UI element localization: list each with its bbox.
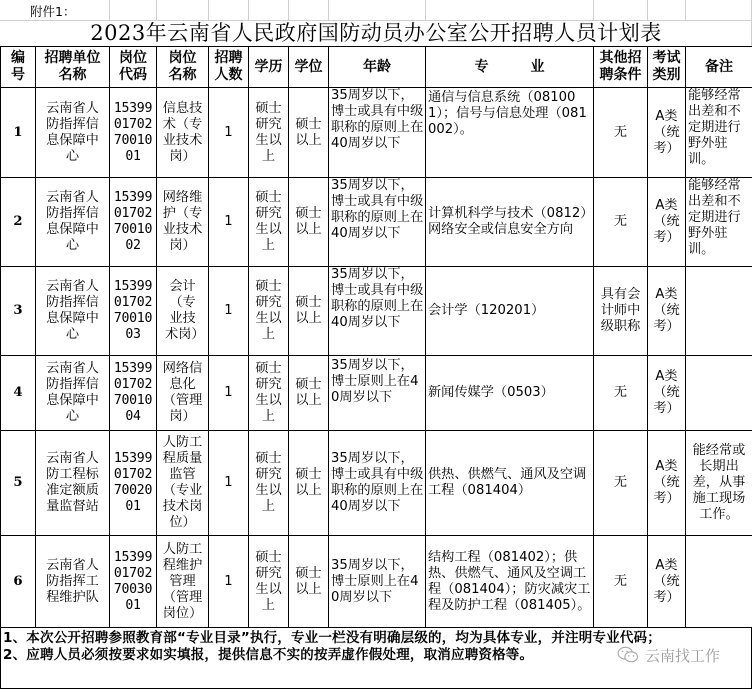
cell-exam: A类（统考） — [648, 267, 686, 356]
cell-education: 硕士研究生以上 — [249, 431, 289, 536]
cell-unit: 云南省人防指挥信息保障中心 — [36, 178, 110, 267]
cell-position: 网络维护（专业技术岗） — [157, 178, 209, 267]
cell-other: 无 — [594, 88, 648, 178]
cell-position: 会计（专业技术岗） — [157, 267, 209, 356]
col-header-degree: 学位 — [289, 47, 329, 88]
cell-no: 5 — [1, 431, 36, 536]
cell-major: 结构工程（081402）；供热、供燃气、通风及空调工程（081404）；防灾减灾工程及防护工程（081405）。 — [426, 536, 594, 628]
cell-degree: 硕士以上 — [289, 431, 329, 536]
cell-age: 35周岁以下，博士或具有中级职称的原则上在40周岁以下 — [329, 88, 426, 178]
col-header-major: 专 业 — [426, 47, 594, 88]
cell-count: 1 — [209, 178, 249, 267]
cell-count: 1 — [209, 536, 249, 628]
cell-code: 15399017027001004 — [110, 356, 157, 431]
cell-code: 15399017027001001 — [110, 88, 157, 178]
cell-education: 硕士研究生以上 — [249, 536, 289, 628]
cell-count: 1 — [209, 267, 249, 356]
cell-no: 1 — [1, 88, 36, 178]
cell-position: 网络信息化（管理岗） — [157, 356, 209, 431]
cell-no: 3 — [1, 267, 36, 356]
table-row — [1, 356, 752, 431]
col-header-other: 其他招聘条件 — [594, 47, 648, 88]
col-header-code: 岗位代码 — [110, 47, 157, 88]
cell-position: 信息技术（专业技术岗） — [157, 88, 209, 178]
watermark — [617, 645, 720, 665]
cell-major: 新闻传媒学（0503） — [426, 356, 594, 431]
table-row — [1, 431, 752, 536]
cell-other: 无 — [594, 431, 648, 536]
cell-major: 会计学（120201） — [426, 267, 594, 356]
cell-no: 2 — [1, 178, 36, 267]
cell-code: 15399017027003001 — [110, 536, 157, 628]
attachment-label: 附件1： — [30, 4, 76, 19]
col-header-unit: 招聘单位名称 — [36, 47, 110, 88]
cell-count: 1 — [209, 431, 249, 536]
cell-other: 无 — [594, 178, 648, 267]
cell-count: 1 — [209, 356, 249, 431]
cell-age: 35周岁以下，博士原则上在40周岁以下 — [329, 536, 426, 628]
cell-age: 35周岁以下，博士或具有中级职称的原则上在40周岁以下 — [329, 431, 426, 536]
cell-major: 计算机科学与技术（0812）网络安全或信息安全方向 — [426, 178, 594, 267]
footnote-1: 1、本次公开招聘参照教育部“专业目录”执行，专业一栏没有明确层级的，均为具体专业，并注明专业代码； — [3, 630, 661, 646]
cell-remark: 能够经常出差和不定期进行野外驻训。 — [686, 88, 752, 178]
cell-no: 4 — [1, 356, 36, 431]
col-header-count: 招聘人数 — [209, 47, 249, 88]
cell-unit: 云南省人防工程标准定额质量监督站 — [36, 431, 110, 536]
cell-exam: A类（统考） — [648, 431, 686, 536]
table-row — [1, 536, 752, 628]
cell-degree: 硕士以上 — [289, 88, 329, 178]
cell-degree: 硕士以上 — [289, 267, 329, 356]
col-header-education: 学历 — [249, 47, 289, 88]
footnote-2: 2、应聘人员必须按要求如实填报，提供信息不实的按弄虚作假处理，取消应聘资格等。 — [3, 647, 534, 663]
cell-no: 6 — [1, 536, 36, 628]
col-header-remark: 备注 — [686, 47, 752, 88]
cell-exam: A类（统考） — [648, 178, 686, 267]
watermark-text: 云南找工作 — [645, 646, 721, 665]
cell-count: 1 — [209, 88, 249, 178]
cell-degree: 硕士以上 — [289, 356, 329, 431]
cell-education: 硕士研究生以上 — [249, 88, 289, 178]
page-title: 2023年云南省人民政府国防动员办公室公开招聘人员计划表 — [90, 21, 662, 45]
table-row — [1, 88, 752, 178]
cell-exam: A类（统考） — [648, 88, 686, 178]
cell-degree: 硕士以上 — [289, 178, 329, 267]
cell-degree: 硕士以上 — [289, 536, 329, 628]
cell-remark — [686, 267, 752, 356]
cell-education: 硕士研究生以上 — [249, 356, 289, 431]
cell-position: 人防工程质量监管（专业技术岗位） — [157, 431, 209, 536]
cell-remark: 能够经常出差和不定期进行野外驻训。 — [686, 178, 752, 267]
cell-code: 15399017027001003 — [110, 267, 157, 356]
cell-other: 无 — [594, 356, 648, 431]
table-row — [1, 178, 752, 267]
cell-remark — [686, 356, 752, 431]
col-header-exam: 考试类别 — [648, 47, 686, 88]
cell-age: 35周岁以下，博士或具有中级职称的原则上在40周岁以下 — [329, 267, 426, 356]
cell-unit: 云南省人防指挥工程维护队 — [36, 536, 110, 628]
cell-exam: A类（统考） — [648, 536, 686, 628]
cell-unit: 云南省人防指挥信息保障中心 — [36, 267, 110, 356]
cell-remark — [686, 536, 752, 628]
cell-unit: 云南省人防指挥信息保障中心 — [36, 88, 110, 178]
cell-other: 无 — [594, 536, 648, 628]
cell-remark: 能经常或长期出差，从事施工现场工作。 — [686, 431, 752, 536]
cell-code: 15399017027001002 — [110, 178, 157, 267]
table-row — [1, 267, 752, 356]
col-header-position: 岗位名称 — [157, 47, 209, 88]
cell-age: 35周岁以下，博士原则上在40周岁以下 — [329, 356, 426, 431]
cell-unit: 云南省人防指挥信息保障中心 — [36, 356, 110, 431]
cell-age: 35周岁以下，博士或具有中级职称的原则上在40周岁以下 — [329, 178, 426, 267]
wechat-icon — [617, 646, 639, 664]
col-header-age: 年龄 — [329, 47, 426, 88]
cell-code: 15399017027002001 — [110, 431, 157, 536]
cell-other: 具有会计师中级职称 — [594, 267, 648, 356]
cell-education: 硕士研究生以上 — [249, 178, 289, 267]
cell-exam: A类（统考） — [648, 356, 686, 431]
table-header-row — [1, 47, 752, 88]
cell-major: 供热、供燃气、通风及空调工程（081404） — [426, 431, 594, 536]
cell-major: 通信与信息系统（081001）；信号与信息处理（081002）。 — [426, 88, 594, 178]
recruitment-plan-table — [0, 46, 752, 628]
col-header-no: 编号 — [1, 47, 36, 88]
cell-education: 硕士研究生以上 — [249, 267, 289, 356]
cell-position: 人防工程维护管理（管理岗位） — [157, 536, 209, 628]
